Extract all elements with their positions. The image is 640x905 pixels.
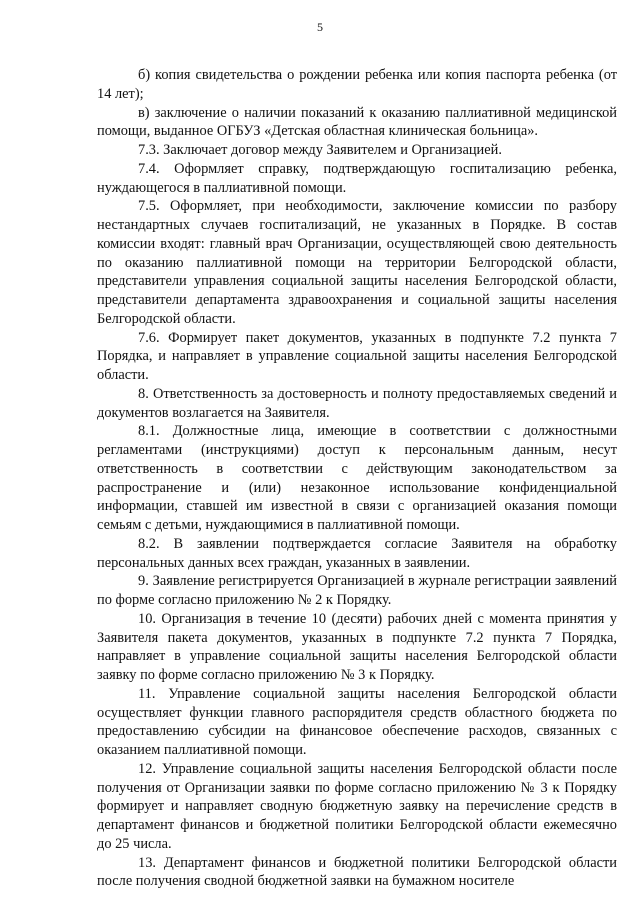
paragraph-9: 9. Заявление регистрируется Организацией в журнале регистрации заявлений по форме согласно приложению № 2 к Порядку. — [97, 573, 617, 608]
paragraph-7-3: 7.3. Заключает договор между Заявителем и Организацией. — [138, 142, 502, 158]
paragraph-8-1: 8.1. Должностные лица, имеющие в соответствии с должностными регламентами (инструкциями) доступ к персональным данным, несут ответственность в соответствии с действующим законодательством за распространение и (или) незаконное использование конфиденциальной информации, ставшей им известной в связи с организацией оказания помощи семьям с детьми, нуждающимися в паллиативной помощи. — [97, 423, 617, 533]
paragraph-8-2: 8.2. В заявлении подтверждается согласие Заявителя на обработку персональных данных всех граждан, указанных в заявлении. — [97, 535, 617, 571]
paragraph-12: 12. Управление социальной защиты населения Белгородской области после получения от Организации заявки по форме согласно приложению № 3 к Порядку формирует и направляет сводную бюджетную заявку на перечисление средств в департамент финансов и бюджетной политики Белгородской области ежемесячно до 25 числа. — [97, 760, 617, 852]
paragraph-birth-certificate: б) копия свидетельства о рождении ребенка или копия паспорта ребенка (от 14 лет); — [97, 67, 617, 102]
page-number: 5 — [317, 20, 323, 34]
paragraph-11: 11. Управление социальной защиты населения Белгородской области осуществляет функции главного распорядителя средств областного бюджета по предоставлению субсидии на финансовое обеспечение расходов, связанных с оказанием паллиативной помощи. — [97, 685, 617, 758]
paragraph-8: 8. Ответственность за достоверность и полноту предоставляемых сведений и документов возлагается на Заявителя. — [97, 385, 617, 421]
paragraph-10: 10. Организация в течение 10 (десяти) рабочих дней с момента принятия у Заявителя пакета документов, указанных в подпункте 7.2 пункта 7 Порядка, направляет в управление социальной защиты населения Белгородской области заявку по форме согласно приложению № 3 к Порядку. — [97, 610, 617, 683]
paragraph-medical-conclusion: в) заключение о наличии показаний к оказанию паллиативной медицинской помощи, выданное ОГБУЗ «Детская областная клиническая больница». — [97, 104, 617, 140]
paragraph-7-4: 7.4. Оформляет справку, подтверждающую госпитализацию ребенка, нуждающегося в паллиативной помощи. — [97, 160, 617, 196]
paragraph-13: 13. Департамент финансов и бюджетной политики Белгородской области после получения сводной бюджетной заявки на бумажном носителе — [97, 854, 617, 890]
document-body — [97, 66, 617, 891]
paragraph-7-6: 7.6. Формирует пакет документов, указанных в подпункте 7.2 пункта 7 Порядка, и направляет в управление социальной защиты населения Белгородской области. — [97, 329, 617, 383]
paragraph-7-5: 7.5. Оформляет, при необходимости, заключение комиссии по разбору нестандартных случаев госпитализаций, не указанных в Порядке. В состав комиссии входят: главный врач Организации, осуществляющей свою деятельность по оказанию паллиативной помощи на территории Белгородской области, представители управления социальной защиты населения Белгородской области, представители департамента здравоохранения и социальной защиты населения Белгородской области. — [97, 198, 617, 327]
